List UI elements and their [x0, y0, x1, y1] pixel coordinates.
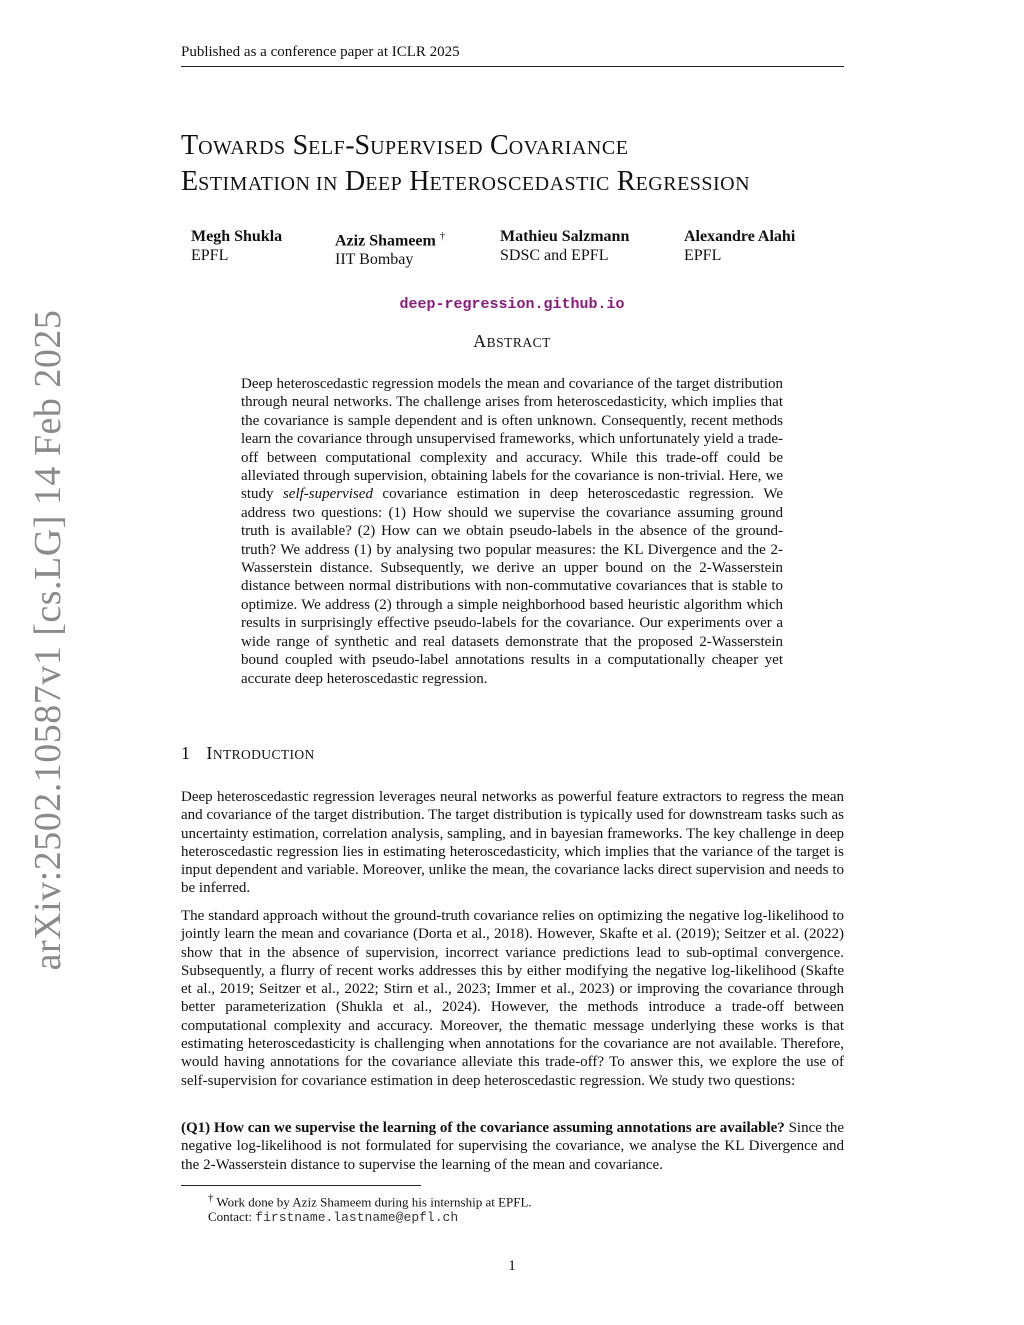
- title-line-1: TOWARDS SELF-SUPERVISED COVARIANCE: [181, 130, 629, 161]
- author-2: [335, 227, 445, 269]
- author-affiliation: EPFL: [684, 247, 722, 264]
- project-website-link[interactable]: deep-regression.github.io: [399, 296, 625, 313]
- section-number: 1: [181, 743, 191, 763]
- abstract-heading: ABSTRACT: [473, 331, 551, 351]
- intro-paragraph-q1: (Q1) How can we supervise the learning of the covariance assuming annotations are available? Since the negative log-likelihood is not formulated for supervising the covariance, we analyse the KL Divergence and the 2-Wasserstein distance to supervise the learning of the mean and covariance.: [181, 1120, 844, 1173]
- author-4: [684, 227, 795, 265]
- intro-paragraph-2: The standard approach without the ground-truth covariance relies on optimizing the negative log-likelihood to jointly learn the mean and covariance (Dorta et al., 2018). However, Skafte et al. (2019); Seitzer et al. (2022) show that in the absence of supervision, incorrect variance predictions lead to sub-optimal convergence. Subsequently, a flurry of recent works addresses this by either modifying the negative log-likelihood (Skafte et al., 2019; Seitzer et al., 2022; Stirn et al., 2023; Immer et al., 2023) or improving the covariance through better parameterization (Shukla et al., 2024). However, the methods introduce a trade-off between computational complexity and accuracy. Moreover, the thematic message underlying these works is that estimating heteroscedasticity is challenging when annotations for the covariance are not available. Therefore, would having annotations for the covariance alleviate this trade-off? To answer this, we explore the use of self-supervision for covariance estimation in deep heteroscedastic regression. We study two questions:: [181, 908, 844, 1089]
- paper-title: [181, 129, 881, 201]
- author-affiliation: SDSC and EPFL: [500, 247, 609, 264]
- author-name: Aziz Shameem: [335, 232, 436, 250]
- author-name: Megh Shukla: [191, 228, 283, 245]
- arxiv-identifier: arXiv:2502.10587v1 [cs.LG] 14 Feb 2025: [27, 309, 69, 971]
- footnote-contact: Contact: firstname.lastname@epfl.ch: [208, 1209, 459, 1225]
- author-1: [191, 227, 282, 265]
- intro-paragraph-1: Deep heteroscedastic regression leverages neural networks as powerful feature extractors to regress the mean and covariance of the target distribution. The target distribution is typically used for downstream tasks such as uncertainty estimation, correlation analysis, sampling, and in bayesian frameworks. The key challenge in deep heteroscedastic regression lies in estimating heteroscedasticity, which implies that the variance of the target is input dependent and variable. Moreover, unlike the mean, the covariance lacks direct supervision and needs to be inferred.: [181, 789, 844, 897]
- title-line-2: ESTIMATION IN DEEP HETEROSCEDASTIC REGRESSION: [181, 166, 751, 197]
- header-rule: [181, 66, 844, 67]
- running-header: Published as a conference paper at ICLR 2025: [181, 44, 460, 60]
- dagger-mark: †: [439, 231, 445, 242]
- abstract-text: Deep heteroscedastic regression models the mean and covariance of the target distribution through neural networks. The challenge arises from heteroscedasticity, which implies that the covariance is sample dependent and is often unknown. Consequently, recent methods learn the covariance through unsupervised frameworks, which unfortunately yield a trade-off between computational complexity and accuracy. While this trade-off could be alleviated through supervision, obtaining labels for the covariance is non-trivial. Here, we study self-supervised covariance estimation in deep heteroscedastic regression. We address two questions: (1) How should we supervise the covariance assuming ground truth is available? (2) How can we obtain pseudo-labels in the absence of the ground-truth? We address (1) by analysing two popular measures: the KL Divergence and the 2-Wasserstein distance. Subsequently, we derive an upper bound on the 2-Wasserstein distance between normal distributions with non-commutative covariances that is stable to optimize. We address (2) through a simple neighborhood based heuristic algorithm which results in surprisingly effective pseudo-labels for the covariance. Our experiments over a wide range of synthetic and real datasets demonstrate that the proposed 2-Wasserstein bound coupled with pseudo-label annotations results in a computationally cheaper yet accurate deep heteroscedastic regression.: [241, 376, 783, 687]
- q1-question: (Q1) How can we supervise the learning of the covariance assuming annotations are available?: [181, 1120, 785, 1136]
- section-heading-introduction: 1 INTRODUCTION: [181, 743, 315, 763]
- author-affiliation: EPFL: [191, 247, 229, 264]
- author-name: Mathieu Salzmann: [500, 228, 630, 245]
- page-number: 1: [508, 1258, 516, 1274]
- author-affiliation: IIT Bombay: [335, 251, 414, 269]
- footnote-rule: [181, 1185, 421, 1186]
- abstract-emphasis: self-supervised: [282, 486, 373, 503]
- contact-email: firstname.lastname@epfl.ch: [255, 1210, 459, 1225]
- author-3: [500, 227, 629, 265]
- footnote-internship: † Work done by Aziz Shameem during his internship at EPFL.: [208, 1192, 532, 1210]
- author-name: Alexandre Alahi: [684, 228, 796, 245]
